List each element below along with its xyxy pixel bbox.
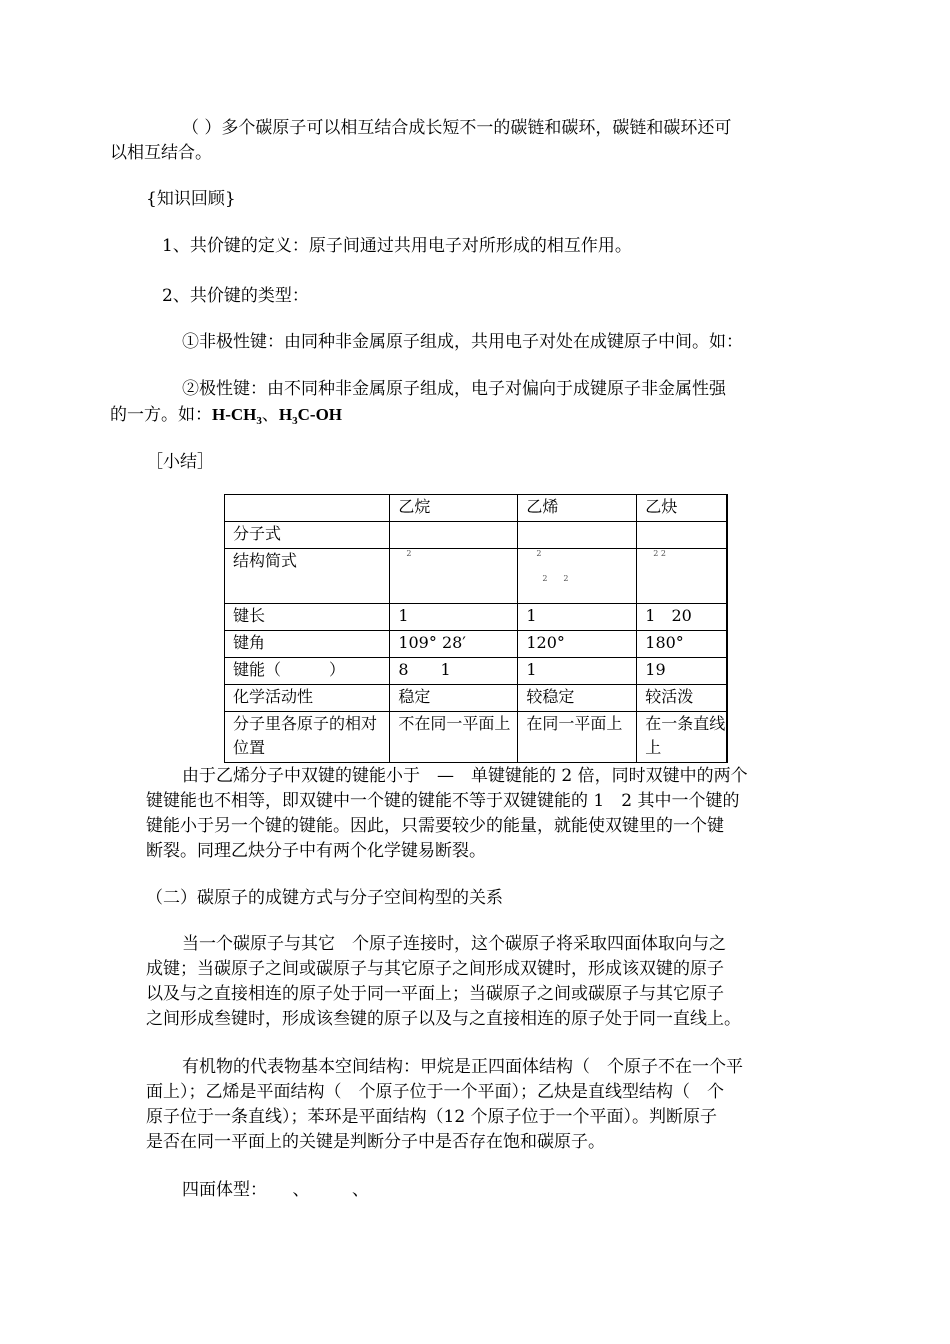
table-row [225, 685, 728, 712]
table-header-cell [225, 495, 390, 522]
table-cell: 键能（ ） [225, 658, 390, 685]
hydrocarbon-summary-table [224, 494, 728, 763]
formula-methyl-sub: 3 [256, 415, 262, 427]
table-cell: 键长 [225, 604, 390, 631]
table-cell: 8 1 [390, 658, 518, 685]
paragraph-line: 是否在同一平面上的关键是判断分子中是否存在饱和碳原子。 [146, 1132, 605, 1152]
table-cell [390, 549, 518, 604]
polar-bond-paragraph [110, 377, 816, 428]
table-cell: 在一条直线上 [637, 712, 727, 763]
formula-methyl [212, 405, 262, 427]
table-header-cell: 乙烯 [518, 495, 637, 522]
table-cell-fragment: 2 [536, 549, 542, 558]
table-header-cell: 乙烷 [390, 495, 518, 522]
structure-paragraph [146, 1055, 816, 1155]
table-cell: 不在同一平面上 [390, 712, 518, 763]
paragraph-line: 键能小于另一个键的键能。因此，只需要较少的能量，就能使双键里的一个键 [146, 816, 724, 836]
table-row [225, 631, 728, 658]
paragraph-line: 有机物的代表物基本空间结构：甲烷是正四面体结构（ 个原子不在一个平 [182, 1057, 743, 1077]
table-cell: 较稳定 [518, 685, 637, 712]
formula-methanol-sub: 3 [292, 415, 298, 427]
table-cell-fragment: 2 [406, 549, 412, 558]
table-row [225, 658, 728, 685]
table-cell: 109° 28′ [390, 631, 518, 658]
formula-separator: 、 [261, 405, 279, 425]
tetrahedral-line: 四面体型： 、 、 [182, 1180, 369, 1200]
table-row [225, 549, 728, 604]
summary-heading: ［小结］ [146, 452, 214, 472]
review-heading: {知识回顾} [146, 189, 236, 209]
table-cell [637, 549, 727, 604]
formula-methanol-pre: H [278, 405, 293, 424]
table-cell: 120° [518, 631, 637, 658]
ethylene-paragraph [146, 764, 816, 864]
table-cell: 键角 [225, 631, 390, 658]
paragraph-line: 由于乙烯分子中双键的键能小于 — 单键键能的 2 倍，同时双键中的两个 [182, 766, 748, 786]
table-row [225, 604, 728, 631]
polar-line-1: ②极性键：由不同种非金属原子组成，电子对偏向于成键原子非金属性强 [182, 379, 726, 399]
item-covalent-types: 2、共价键的类型： [162, 286, 309, 306]
bonding-paragraph [146, 932, 816, 1032]
formula-methyl-main: H-CH [212, 405, 257, 424]
table-cell: 1 [390, 604, 518, 631]
paragraph-line: 成键；当碳原子之间或碳原子与其它原子之间形成双键时，形成该双键的原子 [146, 959, 724, 979]
paragraph-line: 断裂。同理乙炔分子中有两个化学键易断裂。 [146, 841, 486, 861]
table-cell [390, 522, 518, 549]
formula-methanol-post: C-OH [297, 405, 343, 424]
table-cell: 稳定 [390, 685, 518, 712]
table-cell: 1 [518, 604, 637, 631]
paragraph-line: 原子位于一条直线）；苯环是平面结构（12 个原子位于一个平面）。判断原子 [146, 1107, 718, 1127]
paragraph-line: 以及与之直接相连的原子处于同一平面上；当碳原子之间或碳原子与其它原子 [146, 984, 724, 1004]
paragraph-line: 面上）；乙烯是平面结构（ 个原子位于一个平面）；乙炔是直线型结构（ 个 [146, 1082, 724, 1102]
table-cell-fragment: 2 2 [653, 549, 666, 558]
section-2-heading: （二）碳原子的成键方式与分子空间构型的关系 [146, 888, 503, 908]
table-cell: 分子式 [225, 522, 390, 549]
nonpolar-bond-line: ①非极性键：由同种非金属原子组成，共用电子对处在成键原子中间。如： [182, 332, 743, 352]
table-header-cell: 乙炔 [637, 495, 727, 522]
polar-line-2-prefix: 的一方。如： [110, 405, 212, 425]
table-cell-fragment: 2 2 [542, 574, 569, 583]
table-cell [518, 522, 637, 549]
item-covalent-definition: 1、共价键的定义：原子间通过共用电子对所形成的相互作用。 [162, 236, 632, 256]
paragraph-line: 键键能也不相等，即双键中一个键的键能不等于双键键能的 1 2 其中一个键的 [146, 791, 740, 811]
table-cell: 19 [637, 658, 727, 685]
table-header-row [225, 495, 728, 522]
table-cell: 化学活动性 [225, 685, 390, 712]
intro-line-1: （ ）多个碳原子可以相互结合成长短不一的碳链和碳环，碳链和碳环还可 [182, 118, 732, 138]
table-cell: 1 20 [637, 604, 727, 631]
intro-line-2: 以相互结合。 [110, 143, 212, 163]
table-cell: 在同一平面上 [518, 712, 637, 763]
paragraph-line: 当一个碳原子与其它 个原子连接时，这个碳原子将采取四面体取向与之 [182, 934, 726, 954]
table-row [225, 522, 728, 549]
table-cell [518, 549, 637, 604]
table-cell: 分子里各原子的相对位置 [225, 712, 390, 763]
table-cell: 1 [518, 658, 637, 685]
intro-paragraph [110, 116, 816, 166]
table-cell: 较活泼 [637, 685, 727, 712]
table-cell: 180° [637, 631, 727, 658]
paragraph-line: 之间形成叁键时，形成该叁键的原子以及与之直接相连的原子处于同一直线上。 [146, 1009, 741, 1029]
table-row [225, 712, 728, 763]
formula-methanol [278, 405, 343, 427]
table-cell: 结构简式 [225, 549, 390, 604]
table-cell [637, 522, 727, 549]
